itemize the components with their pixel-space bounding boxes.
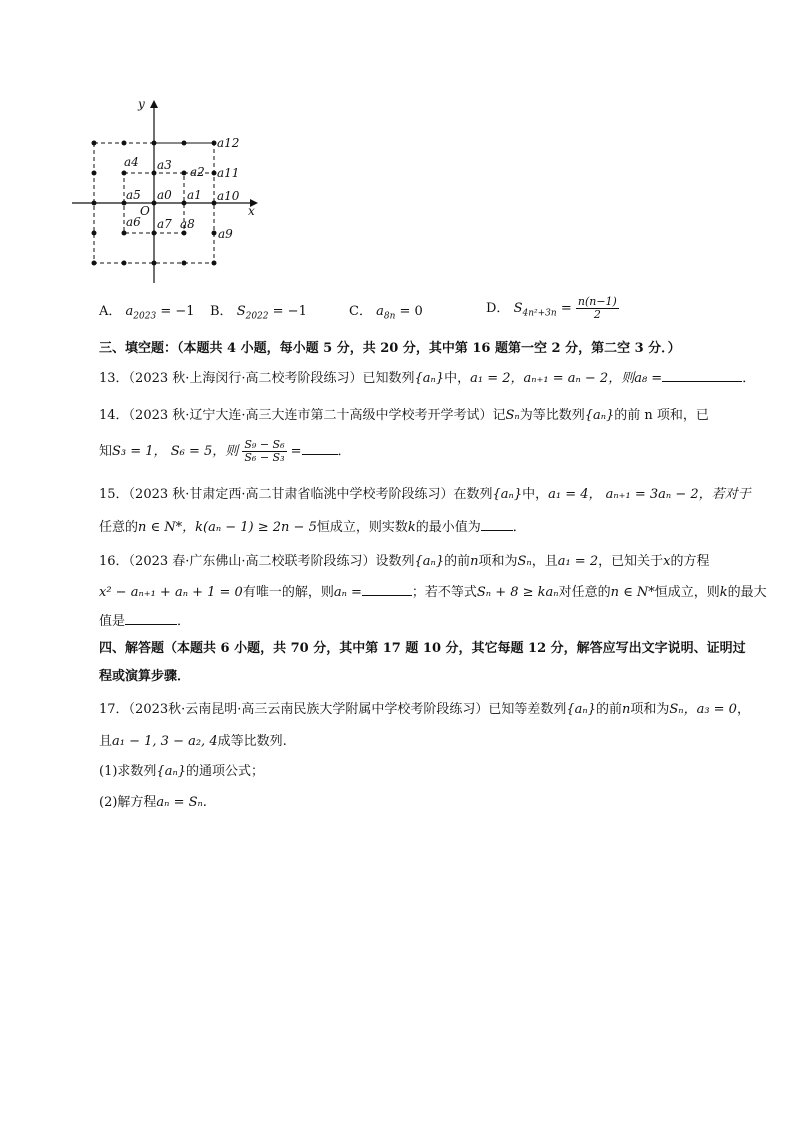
label-a11: a11	[217, 166, 240, 180]
section4-title-line2: 程或演算步骤．	[99, 669, 191, 684]
question-17-line2: 且a₁ − 1, 3 − a₂, 4成等比数列.	[99, 734, 287, 749]
question-13: 13．（2023 秋·上海闵行·高二校考阶段练习）已知数列{aₙ}中，a₁ = 2，aₙ₊₁ = aₙ − 2，则a₈ = ．	[99, 371, 756, 386]
x-axis-label: x	[248, 204, 255, 218]
q16-answer-blank-1[interactable]	[362, 583, 412, 596]
label-a2: a2	[190, 165, 205, 179]
question-16-line3: 值是 ．	[99, 614, 191, 629]
label-a12: a12	[217, 136, 240, 150]
question-15-line2: 任意的n ∈ N*，k(aₙ − 1) ≥ 2n − 5恒成立，则实数k的最小值为 ．	[99, 520, 526, 535]
label-a9: a9	[218, 227, 233, 241]
section3-title: 三、填空题：（本题共 4 小题，每小题 5 分，共 20 分，其中第 16 题第一空 2 分，第二空 3 分．）	[99, 341, 681, 356]
q15-answer-blank[interactable]	[481, 518, 513, 531]
question-17-line1: 17．（2023秋·云南昆明·高三云南民族大学附属中学校考阶段练习）已知等差数列{aₙ}的前n项和为Sₙ，a₃ = 0，	[99, 702, 750, 717]
y-axis-arrow	[150, 100, 158, 108]
label-a0: a0	[157, 188, 172, 202]
question-14-line1: 14．（2023 秋·辽宁大连·高三大连市第二十高级中学校考开学考试）记Sₙ为等比数列{aₙ}的前 n 项和，已	[99, 408, 709, 423]
choice-d-fraction: $\frac{n(n-1)}{2}$	[577, 295, 617, 321]
q14-answer-blank[interactable]	[302, 442, 338, 455]
y-axis-label: y	[138, 97, 145, 111]
q13-answer-blank[interactable]	[662, 369, 742, 382]
label-a8: a8	[180, 217, 195, 231]
label-a1: a1	[187, 188, 202, 202]
choice-a: A． $a_{2023} = -1$	[99, 304, 195, 322]
question-15-line1: 15．（2023 秋·甘肃定西·高二甘肃省临洮中学校考阶段练习）在数列{aₙ}中，a₁ = 4， aₙ₊₁ = 3aₙ − 2，若对于	[99, 487, 751, 502]
label-a7: a7	[157, 217, 172, 231]
question-16-line2: x² − aₙ₊₁ + aₙ + 1 = 0有唯一的解，则aₙ = ；若不等式Sₙ + 8 ≥ kaₙ对任意的n ∈ N*恒成立，则k的最大	[99, 585, 767, 600]
choice-c: C． $a_{8n} = 0$	[349, 304, 423, 322]
q14-fraction: $\frac{\text{S₉ − S₆}}{\text{S₆ − S₃}}$	[244, 438, 285, 464]
origin-label: O	[140, 204, 150, 218]
question-17-part1: (1)求数列{aₙ}的通项公式；	[99, 764, 264, 779]
choice-d: D． $S_{4n^2+3n}$ = $\frac{n(n-1)}{2}$	[486, 295, 617, 321]
label-a5: a5	[126, 188, 141, 202]
lattice-figure	[66, 96, 266, 286]
label-a6: a6	[126, 215, 141, 229]
section4-title-line1: 四、解答题（本题共 6 小题，共 70 分，其中第 17 题 10 分，其它每题 12 分，解答应写出文字说明、证明过	[99, 641, 746, 656]
label-a10: a10	[217, 189, 240, 203]
q16-answer-blank-2[interactable]	[125, 612, 177, 625]
question-17-part2: (2)解方程aₙ = Sₙ.	[99, 795, 207, 810]
label-a3: a3	[157, 158, 172, 172]
choice-b: B． $S_{2022} = -1$	[210, 304, 307, 322]
question-16-line1: 16．（2023 春·广东佛山·高二校联考阶段练习）设数列{aₙ}的前n项和为Sₙ，且a₁ = 2，已知关于x的方程	[99, 554, 710, 569]
question-14-line2: 知S₃ = 1， S₆ = 5，则 $\frac{\text{S₉ − S₆}}{\text{S₆ − S₃}}$ = ．	[99, 438, 351, 464]
label-a4: a4	[124, 155, 139, 169]
